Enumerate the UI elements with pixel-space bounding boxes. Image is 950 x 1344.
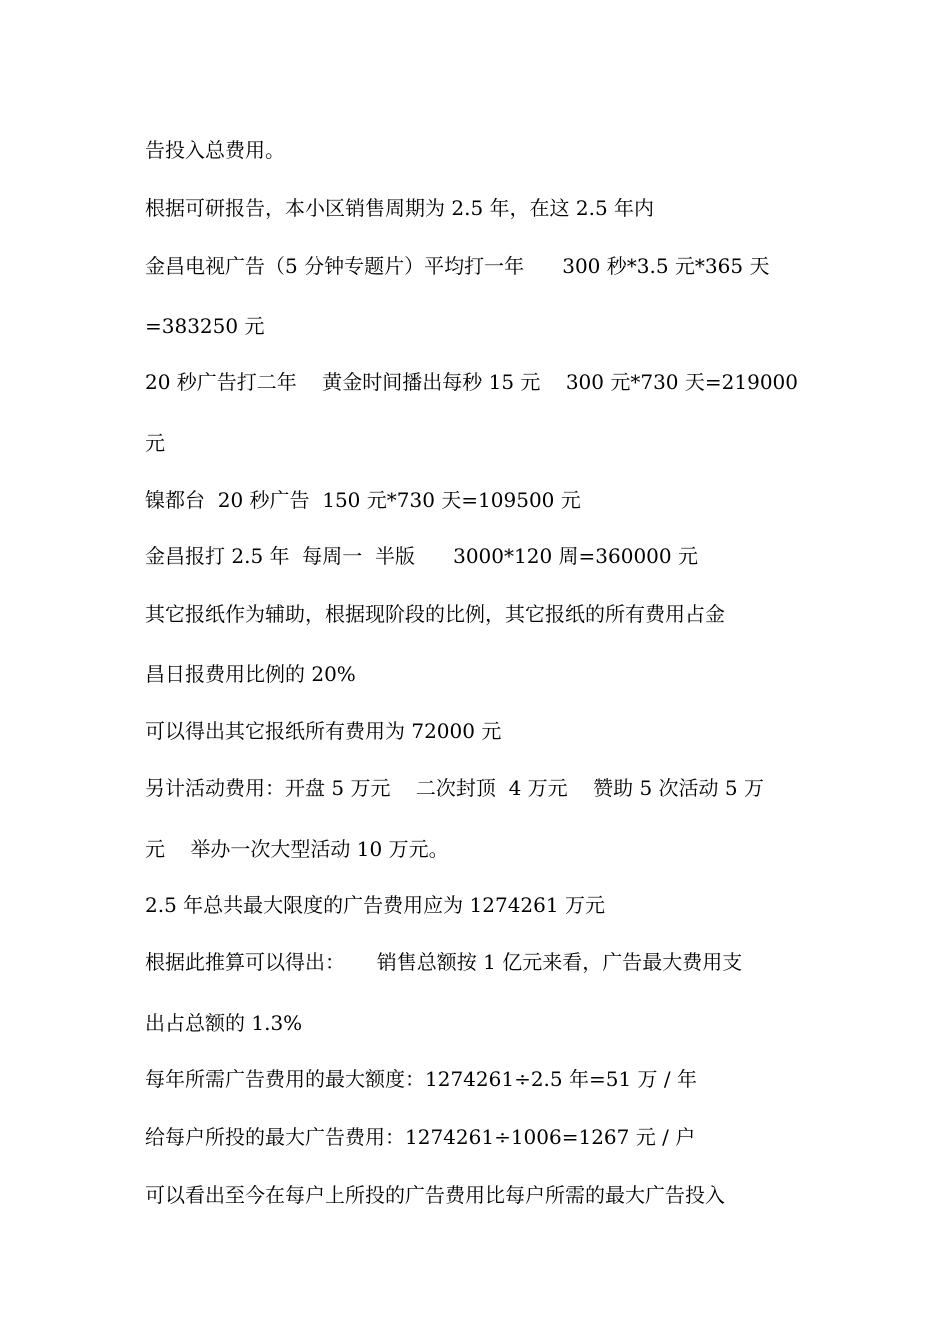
text-line: 根据可研报告，本小区销售周期为 2.5 年，在这 2.5 年内 — [145, 196, 655, 220]
text-line: 金昌报打 2.5 年 每周一 半版 3000*120 周=360000 元 — [145, 544, 698, 568]
text-line: 金昌电视广告（5 分钟专题片）平均打一年 300 秒*3.5 元*365 天 — [145, 254, 770, 278]
text-line: 根据此推算可以得出： 销售总额按 1 亿元来看，广告最大费用支 — [145, 950, 743, 974]
text-line: 出占总额的 1.3% — [145, 1011, 303, 1035]
text-line: 2.5 年总共最大限度的广告费用应为 1274261 万元 — [145, 893, 605, 917]
text-line: 给每户所投的最大广告费用：1274261÷1006=1267 元 / 户 — [145, 1125, 696, 1149]
text-line: 可以得出其它报纸所有费用为 72000 元 — [145, 719, 502, 743]
text-line: 元 — [145, 431, 165, 455]
text-line: 告投入总费用。 — [145, 138, 285, 162]
text-line: 其它报纸作为辅助，根据现阶段的比例，其它报纸的所有费用占金 — [145, 602, 725, 626]
text-line: 镍都台 20 秒广告 150 元*730 天=109500 元 — [145, 488, 581, 512]
text-line: 元 举办一次大型活动 10 万元。 — [145, 837, 449, 861]
text-line: =383250 元 — [145, 314, 265, 338]
text-line: 另计活动费用：开盘 5 万元 二次封顶 4 万元 赞助 5 次活动 5 万 — [145, 776, 764, 800]
text-line: 每年所需广告费用的最大额度：1274261÷2.5 年=51 万 / 年 — [145, 1067, 698, 1091]
text-line: 可以看出至今在每户上所投的广告费用比每户所需的最大广告投入 — [145, 1183, 725, 1207]
text-line: 昌日报费用比例的 20% — [145, 662, 356, 686]
text-line: 20 秒广告打二年 黄金时间播出每秒 15 元 300 元*730 天=219000 — [145, 370, 798, 394]
